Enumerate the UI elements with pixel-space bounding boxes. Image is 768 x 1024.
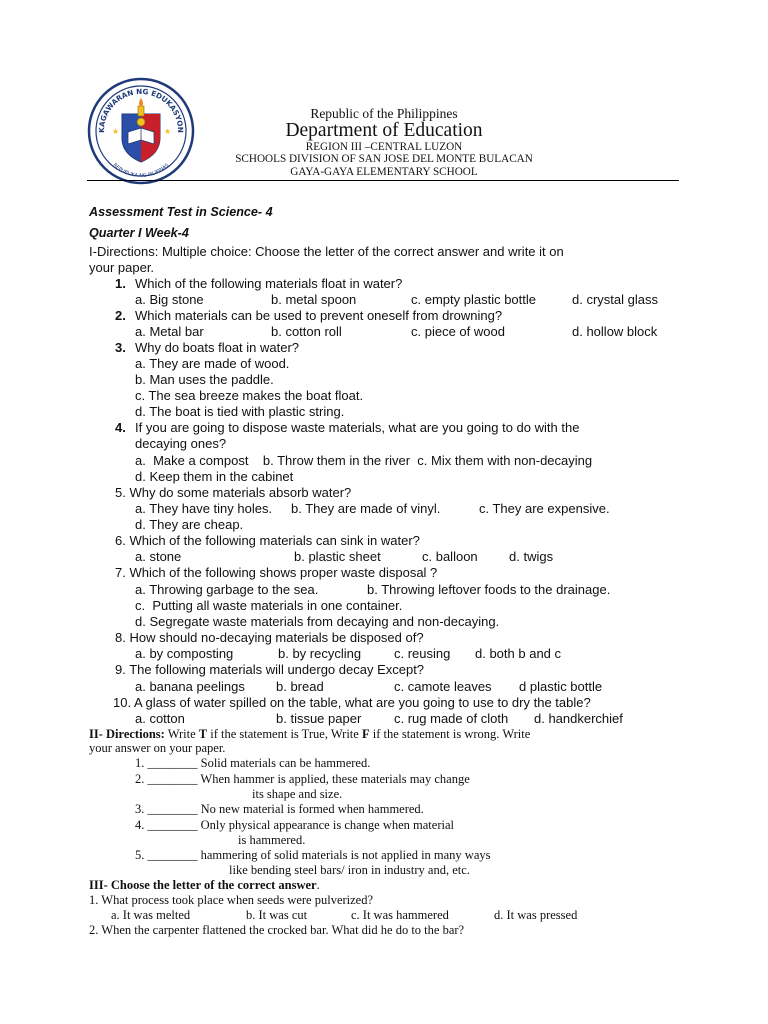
q1-option-c: c. empty plastic bottle [411,292,536,307]
q1-option-d: d. crystal glass [572,292,658,307]
q6-option-a: a. stone [135,549,182,564]
q4-number: 4. [115,420,126,435]
part2-label: II- Directions: [89,727,165,741]
q5-option-a: a. They have tiny holes. [135,501,273,516]
q9-text: 9. The following materials will undergo decay Except? [115,662,425,677]
q4-option-d: d. Keep them in the cabinet [135,469,294,484]
q4-options-abc: a. Make a compost b. Throw them in the river c. Mix them with non-decaying [135,453,593,468]
region-line: REGION III –CENTRAL LUZON [305,141,463,153]
q3-text: Why do boats float in water? [135,340,300,355]
q5-option-d: d. They are cheap. [135,517,244,532]
part1-directions-cont: your paper. [89,260,155,275]
department-title: Department of Education [285,120,483,141]
q8-option-c: c. reusing [394,646,451,661]
q2-text: Which materials can be used to prevent oneself from drowning? [135,308,503,323]
division-line: SCHOOLS DIVISION OF SAN JOSE DEL MONTE BULACAN [235,153,533,165]
q7-text: 7. Which of the following shows proper waste disposal ? [115,565,438,580]
republic-line: Republic of the Philippines [310,106,458,121]
q2-option-b: b. cotton roll [271,324,342,339]
q10-option-b: b. tissue paper [276,711,362,726]
seal-top-text: KAGAWARAN NG EDUKASYON [96,86,186,133]
q3-number: 3. [115,340,126,355]
q8-option-d: d. both b and c [475,646,562,661]
q1-text: Which of the following materials float in water? [135,276,403,291]
q5-option-b: b. They are made of vinyl. [291,501,441,516]
part2-false-letter: F [361,727,370,741]
q6-option-b: b. plastic sheet [294,549,381,564]
p3-q1-option-c: c. It was hammered [351,908,449,922]
tf-item-1: 1. ________ Solid materials can be hammered. [135,756,371,770]
svg-text:★: ★ [112,127,120,136]
q6-option-d: d. twigs [509,549,554,564]
q3-option-d: d. The boat is tied with plastic string. [135,404,345,419]
p3-q1-option-a: a. It was melted [111,908,191,922]
part3-title-text: III- Choose the letter of the correct answer [89,878,317,892]
q4-text: If you are going to dispose waste materials, what are you going to do with the [135,420,580,435]
q10-text: 10. A glass of water spilled on the table, what are you going to use to dry the table? [113,695,591,710]
q7-option-c: c. Putting all waste materials in one container. [135,598,403,613]
q8-option-b: b. by recycling [278,646,362,661]
q2-option-a: a. Metal bar [135,324,204,339]
q9-option-d: d plastic bottle [519,679,603,694]
header-divider [87,180,679,181]
q1-number: 1. [115,276,126,291]
q1-option-a: a. Big stone [135,292,204,307]
part2-true-letter: T [198,727,208,741]
seal-bottom-text: REPUBLIKA NG PILIPINAS [111,162,171,180]
q3-option-c: c. The sea breeze makes the boat float. [135,388,364,403]
part2-dir-a: Write [164,727,199,741]
p3-q2-text: 2. When the carpenter flattened the crocked bar. What did he do to the bar? [89,923,465,937]
q6-text: 6. Which of the following materials can sink in water? [115,533,420,548]
q10-option-d: d. handkerchief [534,711,623,726]
school-line: GAYA-GAYA ELEMENTARY SCHOOL [290,166,478,178]
p3-q1-text: 1. What process took place when seeds were pulverized? [89,893,374,907]
q4-text-cont: decaying ones? [135,436,227,451]
quarter-label: Quarter I Week-4 [89,226,189,240]
part3-title [89,878,320,893]
part1-directions: I-Directions: Multiple choice: Choose the letter of the correct answer and write it on [89,244,564,259]
part2-directions [89,727,530,742]
q2-number: 2. [115,308,126,323]
q8-text: 8. How should no-decaying materials be disposed of? [115,630,424,645]
q7-option-a: a. Throwing garbage to the sea. [135,582,319,597]
q2-option-c: c. piece of wood [411,324,505,339]
tf-item-4-cont: is hammered. [238,833,306,847]
tf-item-3: 3. ________ No new material is formed when hammered. [135,802,424,816]
q1-option-b: b. metal spoon [271,292,357,307]
part2-dir-b: if the statement is True, Write [207,727,362,741]
tf-item-5-cont: like bending steel bars/ iron in industry and, etc. [229,863,470,877]
tf-item-2-cont: its shape and size. [252,787,343,801]
part2-dir-c: if the statement is wrong. Write [369,727,531,741]
part3-title-end: . [316,878,320,892]
q7-option-d: d. Segregate waste materials from decaying and non-decaying. [135,614,500,629]
q10-option-a: a. cotton [135,711,185,726]
p3-q1-option-d: d. It was pressed [494,908,578,922]
q3-option-a: a. They are made of wood. [135,356,290,371]
q5-text: 5. Why do some materials absorb water? [115,485,352,500]
q9-option-c: c. camote leaves [394,679,492,694]
tf-item-5: 5. ________ hammering of solid materials is not applied in many ways [135,848,491,862]
q8-option-a: a. by composting [135,646,234,661]
test-title: Assessment Test in Science- 4 [89,205,273,219]
tf-item-4: 4. ________ Only physical appearance is change when material [135,818,454,832]
q3-option-b: b. Man uses the paddle. [135,372,274,387]
q2-option-d: d. hollow block [572,324,658,339]
p3-q1-option-b: b. It was cut [246,908,308,922]
q10-option-c: c. rug made of cloth [394,711,509,726]
q9-option-a: a. banana peelings [135,679,245,694]
part2-directions-cont: your answer on your paper. [89,741,226,755]
q6-option-c: c. balloon [422,549,478,564]
svg-text:★: ★ [164,127,172,136]
tf-item-2: 2. ________ When hammer is applied, these materials may change [135,772,470,786]
q5-option-c: c. They are expensive. [479,501,610,516]
q9-option-b: b. bread [276,679,324,694]
q7-option-b: b. Throwing leftover foods to the drainage. [367,582,611,597]
